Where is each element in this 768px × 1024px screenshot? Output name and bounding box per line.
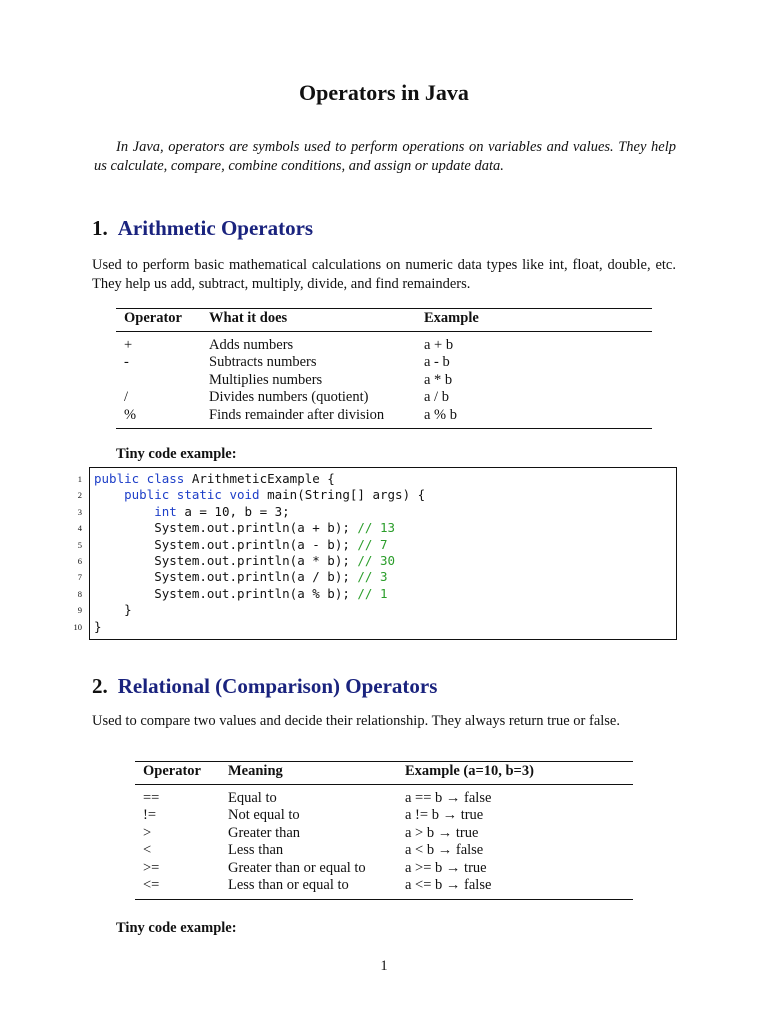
line-number: 7: [77, 572, 82, 583]
code-line: [94, 602, 132, 618]
line-number: 1: [77, 474, 82, 484]
section-title: Arithmetic Operators: [117, 216, 314, 240]
example-cell: a == b → false: [405, 789, 492, 806]
code-line: [94, 504, 290, 520]
code-text: System.out.println(a % b);: [94, 585, 358, 601]
line-number: 8: [77, 588, 82, 599]
table-header-cell: Operator: [135, 762, 220, 785]
code-text: System.out.println(a / b);: [94, 569, 358, 585]
operator-cell: !=: [143, 807, 157, 823]
code-text: }: [94, 602, 132, 618]
example-cell: a != b → true: [405, 807, 484, 823]
code-line: [94, 487, 425, 503]
line-number: 6: [77, 556, 82, 566]
code-keyword: int: [154, 503, 177, 519]
line-number: 9: [77, 605, 82, 616]
meaning-cell: Not equal to: [228, 807, 300, 823]
code-line: [94, 569, 388, 585]
meaning-cell: Less than: [228, 842, 284, 858]
code-line: [94, 586, 388, 602]
section-title: Relational (Comparison) Operators: [117, 674, 438, 698]
code-text: System.out.println(a + b);: [94, 520, 358, 536]
section-number: 2.: [92, 674, 108, 698]
operator-cell: +: [124, 336, 133, 353]
description-cell: Subtracts numbers: [209, 354, 317, 370]
example-cell: a + b: [424, 336, 454, 353]
table-header-row: [116, 309, 652, 332]
operator-cell: %: [124, 406, 137, 423]
code-text: [94, 504, 154, 519]
table-row: [135, 860, 633, 878]
page-number: 1: [380, 958, 388, 974]
code-text: [94, 487, 124, 502]
code-comment: // 1: [357, 585, 388, 601]
description-cell: Multiplies numbers: [209, 371, 323, 388]
table-header-row: [135, 762, 633, 785]
example-cell: a % b: [424, 406, 458, 423]
table-header-cell: Meaning: [220, 762, 397, 785]
meaning-cell: Greater than: [228, 824, 301, 841]
table-row: [116, 389, 652, 407]
operator-cell: -: [124, 354, 129, 370]
example-cell: a / b: [424, 389, 449, 405]
operator-cell: [116, 372, 201, 390]
line-number: 10: [73, 621, 82, 632]
code-line: [94, 553, 395, 569]
code-text: a = 10, b = 3;: [176, 503, 290, 519]
table-row: [116, 407, 652, 429]
section-intro-arithmetic: Used to perform basic mathematical calculations on numeric data types like int, float, double, etc. They help us add, subtract, multiply, divide, and find remainders.: [92, 257, 676, 292]
line-number: 5: [77, 539, 82, 550]
table-row: [135, 825, 633, 843]
example-cell: a <= b → false: [405, 877, 492, 893]
code-line: [94, 520, 395, 536]
code-comment: // 3: [357, 569, 388, 585]
example-cell: a >= b → true: [405, 859, 487, 876]
operator-cell: <=: [143, 877, 160, 893]
description-cell: Divides numbers (quotient): [209, 389, 369, 405]
code-line: [94, 471, 335, 487]
description-cell: Adds numbers: [209, 336, 294, 353]
abstract: In Java, operators are symbols used to perform operations on variables and values. They help us calculate, compare, combine conditions, and assign or update data.: [94, 139, 676, 174]
page-title: Operators in Java: [299, 80, 469, 105]
table-row: [116, 354, 652, 372]
meaning-cell: Greater than or equal to: [228, 859, 366, 876]
table-row: [116, 331, 652, 354]
line-number: 2: [77, 490, 82, 501]
operator-cell: >=: [143, 859, 160, 876]
table-row: [135, 807, 633, 825]
operator-cell: ==: [143, 789, 160, 806]
table-header-cell: Example (a=10, b=3): [397, 762, 633, 785]
code-keyword: public static void: [124, 487, 260, 503]
example-cell: a * b: [424, 371, 453, 388]
code-text: System.out.println(a - b);: [94, 536, 358, 552]
code-keyword: public class: [94, 471, 185, 486]
code-comment: // 13: [357, 520, 396, 536]
code-line: [94, 619, 102, 635]
table-row: [135, 877, 633, 899]
section-number: 1.: [92, 216, 108, 240]
code-text: ArithmeticExample {: [184, 471, 335, 486]
code-text: }: [94, 618, 102, 634]
code-comment: // 30: [357, 553, 396, 568]
code-example-label: Tiny code example:: [116, 920, 237, 936]
code-text: System.out.println(a * b);: [94, 553, 358, 568]
table-row: [116, 372, 652, 390]
table-header-cell: Example: [416, 309, 652, 332]
description-cell: Finds remainder after division: [209, 406, 385, 423]
meaning-cell: Less than or equal to: [228, 877, 349, 893]
table-row: [135, 842, 633, 860]
example-cell: a - b: [424, 354, 450, 370]
meaning-cell: Equal to: [228, 789, 277, 806]
section-heading-arithmetic: [92, 216, 313, 241]
table-header-cell: Operator: [116, 309, 201, 332]
line-number: 4: [77, 523, 82, 534]
code-example-label: Tiny code example:: [116, 446, 237, 462]
table-row: [135, 784, 633, 807]
section-heading-relational: [92, 674, 437, 699]
relational-operators-table: [135, 761, 633, 900]
operator-cell: >: [143, 824, 152, 841]
example-cell: a < b → false: [405, 842, 484, 858]
line-number: 3: [77, 506, 82, 517]
arithmetic-operators-table: [116, 308, 652, 429]
code-text: main(String[] args) {: [259, 487, 426, 503]
example-cell: a > b → true: [405, 824, 479, 841]
code-line: [94, 537, 388, 553]
code-comment: // 7: [357, 536, 388, 552]
table-header-cell: What it does: [201, 309, 416, 332]
operator-cell: /: [124, 389, 129, 405]
operator-cell: <: [143, 842, 152, 858]
section-intro-relational: Used to compare two values and decide their relationship. They always return true or false.: [92, 713, 620, 729]
